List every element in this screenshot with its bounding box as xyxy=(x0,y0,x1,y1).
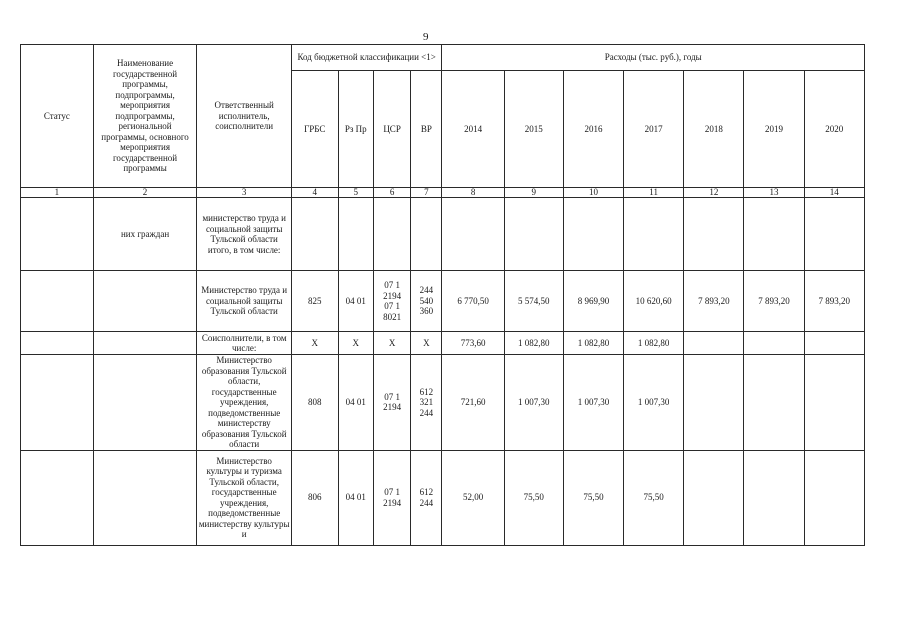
cell-value: 1 082,80 xyxy=(504,332,563,355)
vr-line: 244 xyxy=(419,285,434,296)
csr-line: 2194 xyxy=(383,290,402,301)
cell-responsible: Министерство труда и социальной защиты Тульской области xyxy=(197,271,291,332)
csr-line: 07 1 xyxy=(384,280,400,290)
cell-value: 1 082,80 xyxy=(563,332,623,355)
csr-line: 07 1 xyxy=(384,391,400,402)
header-responsible: Ответственный исполнитель, соисполнители xyxy=(197,45,291,188)
column-number: 3 xyxy=(197,188,291,198)
header-year: 2014 xyxy=(442,71,504,188)
header-year: 2018 xyxy=(684,71,744,188)
cell-value xyxy=(804,450,864,545)
cell-value xyxy=(442,198,504,271)
cell-responsible: министерство труда и социальной защиты Тульской области итого, в том числе: xyxy=(197,198,291,271)
cell-name: них граждан xyxy=(93,198,197,271)
header-rzpr: Рз Пр xyxy=(338,71,373,188)
cell-name xyxy=(93,271,197,332)
vr-line: 540 xyxy=(419,295,434,306)
cell-value: 773,60 xyxy=(442,332,504,355)
cell-value xyxy=(744,198,804,271)
cell-value: 6 770,50 xyxy=(442,271,504,332)
csr-line: 8021 xyxy=(383,311,402,322)
cell-status xyxy=(21,450,94,545)
cell-value: 52,00 xyxy=(442,450,504,545)
csr-line: 07 1 xyxy=(384,487,400,497)
column-number: 5 xyxy=(338,188,373,198)
column-number: 4 xyxy=(291,188,338,198)
header-year: 2019 xyxy=(744,71,804,188)
table-row xyxy=(21,355,865,451)
table-row xyxy=(21,332,865,355)
cell-csr xyxy=(373,355,410,451)
header-budget-code-group: Код бюджетной классификации <1> xyxy=(291,45,442,71)
cell-value xyxy=(684,450,744,545)
vr-line: 612 xyxy=(419,487,434,497)
cell-grbs: 808 xyxy=(291,355,338,451)
cell-value xyxy=(684,332,744,355)
column-number-row xyxy=(21,188,865,198)
cell-name xyxy=(93,450,197,545)
cell-name xyxy=(93,355,197,451)
cell-value: 721,60 xyxy=(442,355,504,451)
cell-rzpr: 04 01 xyxy=(338,355,373,451)
page-number: 9 xyxy=(423,31,429,43)
cell-value: 7 893,20 xyxy=(744,271,804,332)
cell-value: 1 082,80 xyxy=(624,332,684,355)
cell-responsible: Соисполнители, в том числе: xyxy=(197,332,291,355)
cell-value xyxy=(804,198,864,271)
cell-value: 75,50 xyxy=(624,450,684,545)
cell-value: 5 574,50 xyxy=(504,271,563,332)
vr-line: 612 xyxy=(419,386,434,397)
cell-value: 1 007,30 xyxy=(504,355,563,451)
cell-value: 10 620,60 xyxy=(624,271,684,332)
budget-table xyxy=(20,44,865,546)
cell-rzpr: 04 01 xyxy=(338,271,373,332)
column-number: 9 xyxy=(504,188,563,198)
cell-grbs: 806 xyxy=(291,450,338,545)
column-number: 2 xyxy=(93,188,197,198)
cell-value xyxy=(804,355,864,451)
table-row xyxy=(21,198,865,271)
cell-value: 1 007,30 xyxy=(563,355,623,451)
cell-csr xyxy=(373,450,410,545)
cell-name xyxy=(93,332,197,355)
csr-line: 07 1 xyxy=(384,301,400,311)
cell-status xyxy=(21,332,94,355)
cell-vr xyxy=(411,355,442,451)
cell-grbs: 825 xyxy=(291,271,338,332)
cell-csr xyxy=(373,271,410,332)
header-year: 2020 xyxy=(804,71,864,188)
cell-status xyxy=(21,198,94,271)
cell-responsible: Министерство культуры и туризма Тульской области, государственные учреждения, подведомственные министерству культуры и xyxy=(197,450,291,545)
header-status: Статус xyxy=(21,45,94,188)
cell-value: 7 893,20 xyxy=(804,271,864,332)
cell-vr xyxy=(411,271,442,332)
column-number: 1 xyxy=(21,188,94,198)
cell-vr: X xyxy=(411,332,442,355)
cell-responsible: Министерство образования Тульской области, государственные учреждения, подведомственные министерству образования Тульской области xyxy=(197,355,291,451)
cell-csr: X xyxy=(373,332,410,355)
column-number: 14 xyxy=(804,188,864,198)
cell-vr xyxy=(411,450,442,545)
header-row-1 xyxy=(21,45,865,71)
cell-rzpr: 04 01 xyxy=(338,450,373,545)
column-number: 13 xyxy=(744,188,804,198)
header-year: 2017 xyxy=(624,71,684,188)
cell-rzpr: X xyxy=(338,332,373,355)
cell-vr xyxy=(411,198,442,271)
table-row xyxy=(21,450,865,545)
cell-value xyxy=(684,355,744,451)
cell-value: 8 969,90 xyxy=(563,271,623,332)
column-number: 11 xyxy=(624,188,684,198)
header-year: 2015 xyxy=(504,71,563,188)
csr-line: 2194 xyxy=(383,402,402,413)
cell-value xyxy=(563,198,623,271)
column-number: 8 xyxy=(442,188,504,198)
cell-value xyxy=(744,450,804,545)
csr-line: 2194 xyxy=(383,497,402,508)
cell-value xyxy=(804,332,864,355)
column-number: 7 xyxy=(411,188,442,198)
vr-line: 244 xyxy=(419,497,434,508)
cell-value: 75,50 xyxy=(563,450,623,545)
cell-status xyxy=(21,355,94,451)
header-year: 2016 xyxy=(563,71,623,188)
vr-line: 360 xyxy=(419,306,434,317)
header-csr: ЦСР xyxy=(373,71,410,188)
table-row xyxy=(21,271,865,332)
cell-value: 7 893,20 xyxy=(684,271,744,332)
cell-grbs xyxy=(291,198,338,271)
column-number: 10 xyxy=(563,188,623,198)
cell-value xyxy=(504,198,563,271)
column-number: 12 xyxy=(684,188,744,198)
cell-value xyxy=(744,355,804,451)
cell-value xyxy=(624,198,684,271)
header-expenses-group: Расходы (тыс. руб.), годы xyxy=(442,45,865,71)
vr-line: 244 xyxy=(419,407,434,418)
cell-rzpr xyxy=(338,198,373,271)
cell-value: 1 007,30 xyxy=(624,355,684,451)
cell-value xyxy=(684,198,744,271)
header-name: Наименование государственной программы, подпрограммы, мероприятия подпрограммы, региональной программы, основного мероприятия государственной программы xyxy=(93,45,197,188)
vr-line: 321 xyxy=(419,397,434,407)
header-vr: ВР xyxy=(411,71,442,188)
cell-value xyxy=(744,332,804,355)
cell-grbs: X xyxy=(291,332,338,355)
column-number: 6 xyxy=(373,188,410,198)
cell-csr xyxy=(373,198,410,271)
cell-value: 75,50 xyxy=(504,450,563,545)
cell-status xyxy=(21,271,94,332)
header-grbs: ГРБС xyxy=(291,71,338,188)
